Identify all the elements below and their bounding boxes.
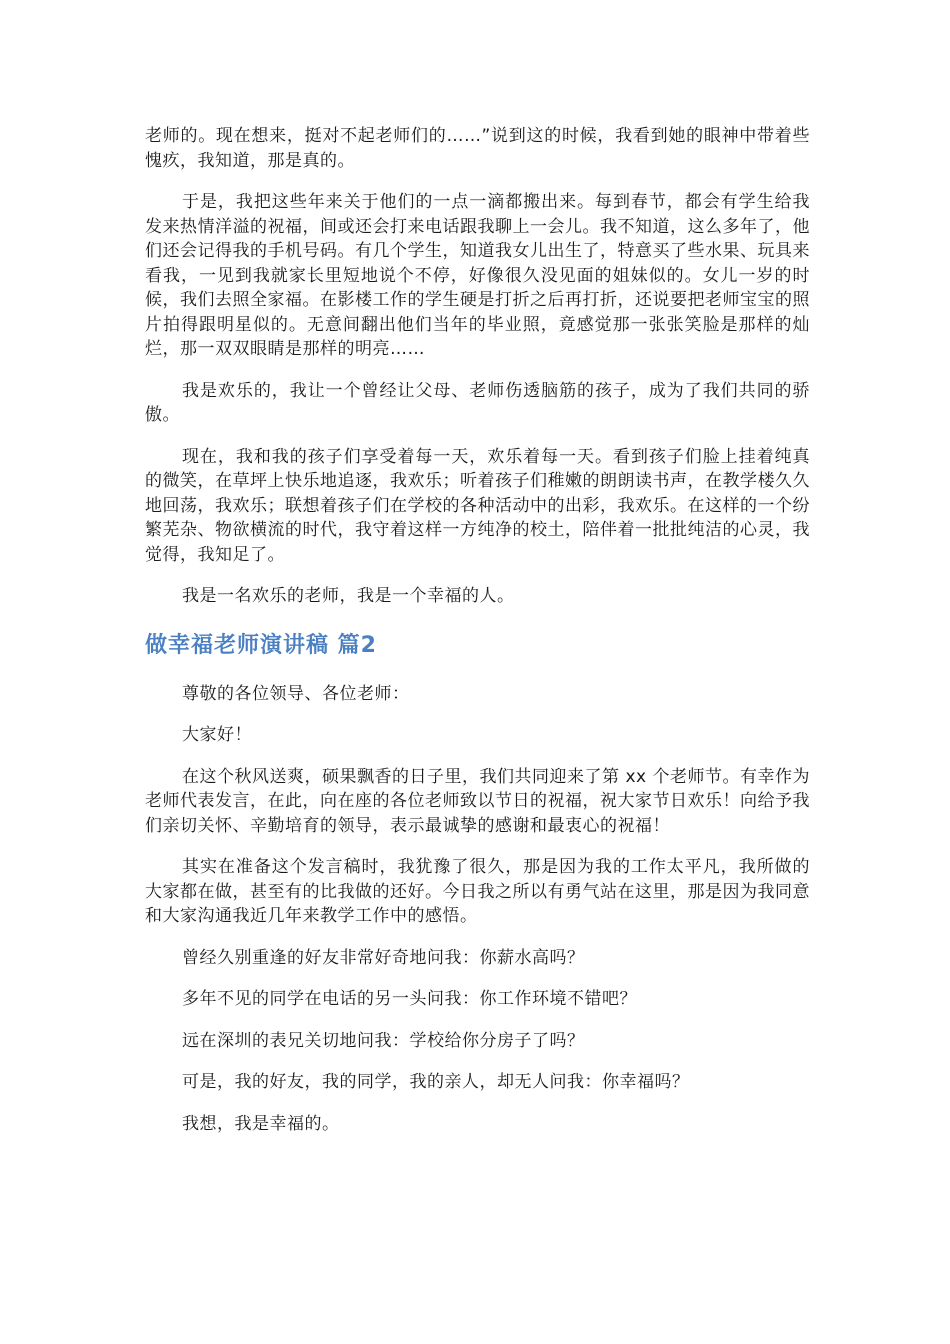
paragraph: 曾经久别重逢的好友非常好奇地问我：你薪水高吗？ bbox=[182, 947, 585, 968]
paragraph: 多年不见的同学在电话的另一头问我：你工作环境不错吧？ bbox=[182, 989, 637, 1009]
paragraph: 我是欢乐的，我让一个曾经让父母、老师伤透脑筋的孩子，成为了我们共同的骄傲。 bbox=[145, 380, 810, 425]
paragraph: 老师的。现在想来，挺对不起老师们的……”说到这的时候，我看到她的眼神中带着些愧疚，我知道，那是真的。 bbox=[145, 126, 810, 171]
paragraph: 于是，我把这些年来关于他们的一点一滴都搬出来。每到春节，都会有学生给我发来热情洋溢的祝福，间或还会打来电话跟我聊上一会儿。我不知道，这么多年了，他们还会记得我的手机号码。有几个学生，知道我女儿出生了，特意买了些水果、玩具来看我，一见到我就家长里短地说个不停，好像很久没见面的姐妹似的。女儿一岁的时候，我们去照全家福。在影楼工作的学生硬是打折之后再打折，还说要把老师宝宝的照片拍得跟明星似的。无意间翻出他们当年的毕业照，竟感觉那一张张笑脸是那样的灿烂，那一双双眼睛是那样的明亮…… bbox=[145, 192, 810, 359]
paragraph: 大家好！ bbox=[182, 725, 252, 745]
section-heading: 做幸福老师演讲稿 篇2 bbox=[145, 632, 377, 658]
paragraph: 可是，我的好友，我的同学，我的亲人，却无人问我：你幸福吗？ bbox=[182, 1072, 690, 1092]
paragraph: 其实在准备这个发言稿时，我犹豫了很久，那是因为我的工作太平凡，我所做的大家都在做，甚至有的比我做的还好。今日我之所以有勇气站在这里，那是因为我同意和大家沟通我近几年来教学工作中的感悟。 bbox=[145, 857, 810, 926]
paragraph: 现在，我和我的孩子们享受着每一天，欢乐着每一天。看到孩子们脸上挂着纯真的微笑，在草坪上快乐地追逐，我欢乐；听着孩子们稚嫩的朗朗读书声，在教学楼久久地回荡，我欢乐；联想着孩子们在学校的各种活动中的出彩，我欢乐。在这样的一个纷繁芜杂、物欲横流的时代，我守着这样一方纯净的校土，陪伴着一批批纯洁的心灵，我觉得，我知足了。 bbox=[145, 446, 810, 565]
paragraph: 远在深圳的表兄关切地问我：学校给你分房子了吗？ bbox=[182, 1030, 585, 1051]
paragraph: 在这个秋风送爽，硕果飘香的日子里，我们共同迎来了第 xx 个老师节。有幸作为老师代表发言，在此，向在座的各位老师致以节日的祝福，祝大家节日欢乐！向给予我们亲切关怀、辛勤培育的领导，表示最诚挚的感谢和最衷心的祝福！ bbox=[145, 766, 810, 836]
document-page bbox=[145, 124, 810, 1153]
paragraph: 尊敬的各位领导、各位老师： bbox=[182, 683, 410, 704]
paragraph: 我想，我是幸福的。 bbox=[182, 1113, 340, 1134]
paragraph: 我是一名欢乐的老师，我是一个幸福的人。 bbox=[182, 586, 515, 606]
